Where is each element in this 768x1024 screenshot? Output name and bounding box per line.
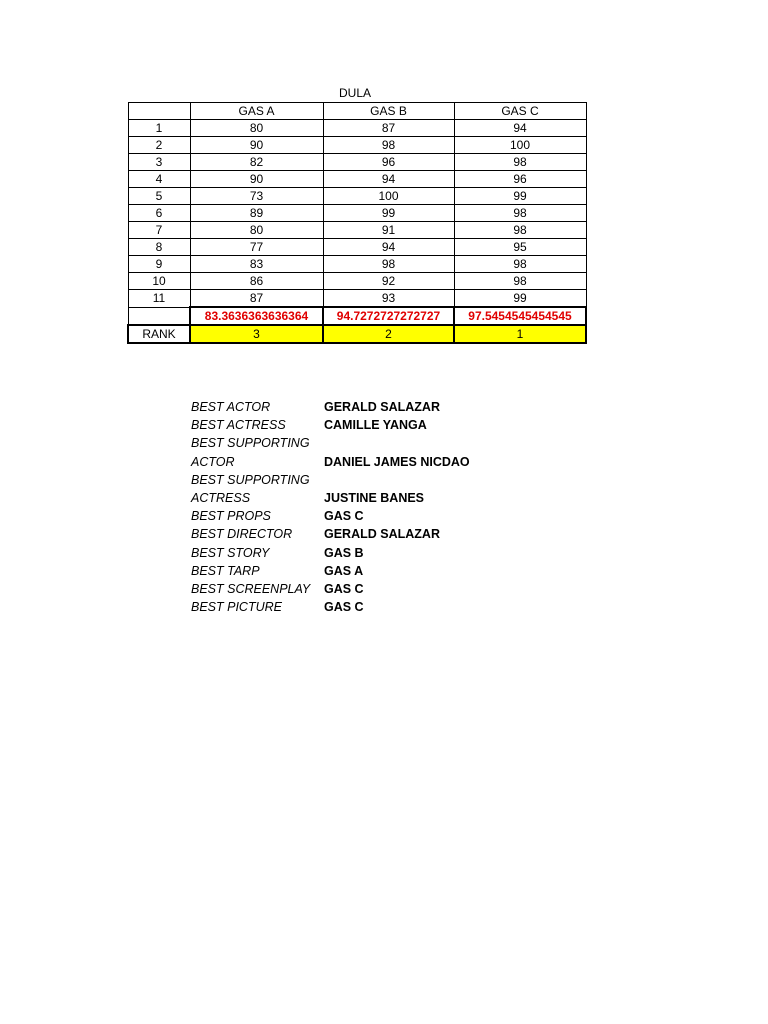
rank-gas-c: 1: [454, 325, 586, 343]
row-number: 9: [128, 256, 190, 273]
table-cell: 80: [190, 222, 323, 239]
table-cell: 90: [190, 171, 323, 188]
award-winner: GAS B: [324, 545, 364, 560]
award-winner: GAS A: [324, 563, 364, 578]
award-winner: JUSTINE BANES: [324, 490, 425, 505]
table-row: [128, 273, 586, 290]
table-cell: 98: [454, 154, 586, 171]
average-label-cell: [128, 307, 190, 325]
table-cell: 98: [454, 205, 586, 222]
average-gas-c: 97.5454545454545: [454, 307, 586, 325]
table-row: [128, 137, 586, 154]
table-cell: 96: [454, 171, 586, 188]
rank-gas-a: 3: [190, 325, 323, 343]
award-row: [191, 598, 591, 616]
award-winner: GERALD SALAZAR: [324, 400, 440, 414]
award-winner: DANIEL JAMES NICDAO: [324, 454, 470, 469]
row-number: 10: [128, 273, 190, 290]
award-row: [191, 434, 591, 452]
table-cell: 98: [323, 137, 454, 154]
table-cell: 93: [323, 290, 454, 308]
table-row: [128, 205, 586, 222]
table-cell: 87: [190, 290, 323, 308]
table-cell: 80: [190, 120, 323, 137]
scores-table: [127, 102, 587, 344]
table-cell: 89: [190, 205, 323, 222]
table-header-cell: GAS C: [454, 103, 586, 120]
award-row: [191, 398, 591, 416]
average-gas-a: 83.3636363636364: [190, 307, 323, 325]
row-number: 1: [128, 120, 190, 137]
page-title: DULA: [338, 86, 371, 100]
table-cell: 99: [454, 188, 586, 205]
table-cell: 98: [454, 273, 586, 290]
table-row: [128, 188, 586, 205]
award-category: BEST DIRECTOR: [191, 527, 293, 542]
award-winner: GAS C: [324, 581, 364, 596]
award-category: BEST SUPPORTING: [191, 472, 310, 487]
award-category: BEST ACTOR: [191, 400, 271, 414]
table-row: [128, 171, 586, 188]
table-header-row: [128, 103, 586, 120]
table-row: [128, 154, 586, 171]
award-winner: GAS C: [324, 509, 364, 524]
table-row: [128, 222, 586, 239]
rank-label: RANK: [128, 325, 190, 343]
row-number: 11: [128, 290, 190, 308]
award-row: [191, 525, 591, 543]
table-header-cell: GAS A: [190, 103, 323, 120]
award-row: [191, 544, 591, 562]
row-number: 4: [128, 171, 190, 188]
award-category: BEST SUPPORTING: [191, 436, 310, 451]
award-row: [191, 471, 591, 489]
award-category: BEST STORY: [191, 545, 270, 560]
award-winner: GERALD SALAZAR: [324, 527, 440, 542]
table-cell: 94: [454, 120, 586, 137]
table-cell: 98: [323, 256, 454, 273]
table-row: [128, 290, 586, 308]
award-row: [191, 416, 591, 434]
table-cell: 83: [190, 256, 323, 273]
table-row: [128, 256, 586, 273]
table-cell: 94: [323, 239, 454, 256]
rank-gas-b: 2: [323, 325, 454, 343]
award-row: [191, 489, 591, 507]
award-category: BEST PROPS: [191, 509, 271, 524]
award-category: BEST SCREENPLAY: [191, 581, 311, 596]
award-row: [191, 453, 591, 471]
table-cell: 99: [454, 290, 586, 308]
row-number: 5: [128, 188, 190, 205]
table-cell: 82: [190, 154, 323, 171]
table-header-cell: [128, 103, 190, 120]
award-category: BEST ACTRESS: [191, 418, 286, 433]
average-row: [128, 307, 586, 325]
table-cell: 91: [323, 222, 454, 239]
table-cell: 86: [190, 273, 323, 290]
rank-row: [128, 325, 586, 343]
award-row: [191, 507, 591, 525]
table-cell: 100: [454, 137, 586, 154]
table-cell: 100: [323, 188, 454, 205]
table-cell: 94: [323, 171, 454, 188]
table-cell: 95: [454, 239, 586, 256]
table-row: [128, 120, 586, 137]
row-number: 7: [128, 222, 190, 239]
award-winner: GAS C: [324, 600, 364, 615]
table-cell: 98: [454, 222, 586, 239]
award-row: [191, 562, 591, 580]
row-number: 2: [128, 137, 190, 154]
table-cell: 73: [190, 188, 323, 205]
table-cell: 90: [190, 137, 323, 154]
award-category: ACTRESS: [191, 490, 251, 505]
table-cell: 96: [323, 154, 454, 171]
average-gas-b: 94.7272727272727: [323, 307, 454, 325]
award-category: ACTOR: [191, 454, 235, 469]
row-number: 6: [128, 205, 190, 222]
table-cell: 77: [190, 239, 323, 256]
award-winner: CAMILLE YANGA: [324, 418, 427, 433]
table-cell: 99: [323, 205, 454, 222]
award-category: BEST TARP: [191, 563, 260, 578]
table-row: [128, 239, 586, 256]
awards-list: [191, 398, 591, 616]
table-header-cell: GAS B: [323, 103, 454, 120]
award-category: BEST PICTURE: [191, 600, 282, 615]
table-cell: 87: [323, 120, 454, 137]
award-row: [191, 580, 591, 598]
table-cell: 98: [454, 256, 586, 273]
table-cell: 92: [323, 273, 454, 290]
row-number: 3: [128, 154, 190, 171]
row-number: 8: [128, 239, 190, 256]
